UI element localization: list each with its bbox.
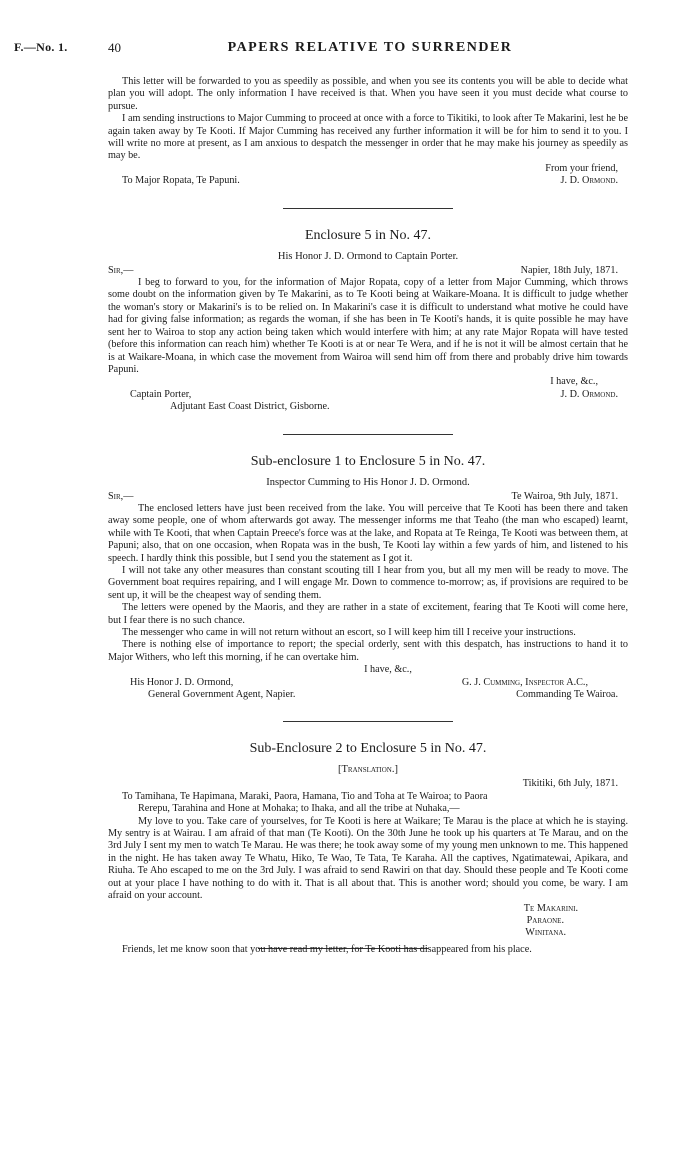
- place-date: Napier, 18th July, 1871.: [520, 264, 618, 276]
- addressee-line: Adjutant East Coast District, Gisborne.: [170, 401, 330, 413]
- page-content: [108, 76, 628, 967]
- paragraph: The enclosed letters have just been received from the lake. You will perceive that Te Kooti has been there and taken away some people, one of whom afterwards got away. The messenger informs me that Teaho (the man who escaped) learnt, while with Te Kooti, that when Captain Preece's force was at the lake, and Ropata at Te Reinga, Te Kooti was between them, at Papuni; also, that on one occasion, when Ropata was in the bush, Te Kooti lay within a few yards of him, and listened to his speech. I hardly think this possible, but I send you the statement as I got it.: [108, 502, 628, 564]
- signature: J. D. Ormond.: [560, 388, 618, 400]
- salutation-row: [108, 265, 628, 277]
- paragraph: I beg to forward to you, for the information of Major Ropata, copy of a letter from Major Cumming, which throws some doubt on the information given by Te Makarini, as to Te Kooti being at Waikare-Moana. It is difficult to judge whether the woman's story or Makarini's is to be relied on. In Makarini's case it is difficult to understand what motive he could have had for giving false information; as regards the woman, if she has been in Te Kooti's hands, it is quite possible he may have sent her to Wairoa to stop any action being taken which would interfere with him; at any rate Major Ropata will have tested (before this information can reach him) whether Te Kooti is at or near Te Wera, and if he is not it will be almost certain that he is at Waikare-Moana, in which case the movement from Wairoa will send him off from there and probably drive him towards Papuni.: [108, 277, 628, 375]
- salutation: Sir,—: [108, 264, 134, 276]
- address-line: Rerepu, Tarahina and Hone at Mohaka; to Ihaka, and all the tribe at Nuhaka,—: [138, 803, 460, 815]
- signature-row: [108, 677, 628, 689]
- paragraph: My love to you. Take care of yourselves, for Te Kooti is here at Waikare; Te Marau is the place at which he is staying. My sentry is at Wairau. I am afraid of that man (Te Kooti). On the 30th June he took up his quarters at Te Marau, and on the 3rd July I sent my men to watch Te Marau. He was there; he took away some of my young men unknown to me. This happened in the night. He has taken away Te Whatu, Hiko, Te Wao, Te Tata, Te Karaha. All the captives, Ngatimatewai, Apikara, and Riuha. Te Aho escaped to me on the 3rd July. I was afraid to send Rawiri on that day. Should these people and Te Kooti come out at your place I have nothing to do with it. That is all about that. This is another word; should you come, be wary. I am afraid on your account.: [108, 815, 628, 902]
- section-subtitle: His Honor J. D. Ormond to Captain Porter.: [277, 250, 459, 262]
- paragraph: The letters were opened by the Maoris, and they are rather in a state of excitement, fearing that Te Kooti will come here, but I fear there is no such chance.: [108, 602, 628, 626]
- signature-row: [108, 689, 628, 701]
- signature: J. D. Ormond.: [560, 175, 618, 187]
- signature: G. J. Cumming, Inspector A.C.,: [461, 676, 588, 688]
- closing-line: I have, &c.,: [550, 376, 598, 388]
- address-line: To Tamihana, Te Hapimana, Maraki, Paora, Hamana, Tio and Toha at Te Wairoa; to Paora: [122, 790, 488, 802]
- section-title: Enclosure 5 in No. 47.: [305, 227, 431, 243]
- sub-enclosure-2: [108, 740, 628, 956]
- section-title: Sub-enclosure 1 to Enclosure 5 in No. 47.: [250, 453, 486, 469]
- signature-title: Commanding Te Wairoa.: [516, 689, 618, 701]
- paper-reference: F.—No. 1.: [14, 40, 68, 54]
- page-number: 40: [108, 40, 121, 55]
- signature-row: [108, 175, 628, 187]
- running-title: PAPERS RELATIVE TO SURRENDER: [227, 40, 513, 55]
- page-header: [0, 40, 700, 56]
- addressee: To Major Ropata, Te Papuni.: [122, 175, 240, 187]
- signature: Winitana.: [525, 927, 566, 939]
- section-title: Sub-Enclosure 2 to Enclosure 5 in No. 47.: [249, 741, 487, 757]
- signature-block: [108, 903, 628, 940]
- salutation-row: [108, 491, 628, 503]
- signature: Te Makarini.: [523, 902, 578, 914]
- addressee-line: General Government Agent, Napier.: [148, 689, 296, 701]
- closing-line: From your friend,: [545, 162, 618, 174]
- postscript: Friends, let me know soon that you have read my letter, for Te Kooti has disappeared from his place.: [122, 943, 532, 955]
- section-divider: [283, 208, 453, 209]
- enclosure-5: [108, 227, 628, 414]
- paragraph: I will not take any other measures than constant scouting till I hear from you, but all my men will be ready to move. The Government boat requires repairing, and I will engage Mr. Down to commence to-morrow; as, if provisions are required to be sent up, it will be the cheapest way of sending them.: [108, 564, 628, 601]
- place-date: Te Wairoa, 9th July, 1871.: [511, 490, 618, 502]
- addressee: His Honor J. D. Ormond,: [130, 676, 234, 688]
- sub-enclosure-1: [108, 453, 628, 702]
- section-subtitle: Inspector Cumming to His Honor J. D. Ormond.: [266, 476, 470, 488]
- paragraph: I am sending instructions to Major Cumming to proceed at once with a force to Tikitiki, to look after Te Makarini, lest he be again taken away by Te Kooti. If Major Cumming has received any further information it will be for him to send it to you. I will write no more at present, as I am anxious to despatch the messenger in order that he may make his journey as speedily as may be.: [108, 113, 628, 162]
- salutation: Sir,—: [108, 490, 134, 502]
- signature-row: [108, 389, 628, 401]
- paragraph: This letter will be forwarded to you as speedily as possible, and when you see its contents you will be able to decide what plan you will adopt. The only information I have received is that. When you have seen it you must decide what course to pursue.: [108, 76, 628, 112]
- signature: Paraone.: [526, 914, 564, 926]
- letter-continuation: [108, 76, 628, 188]
- place-date: Tikitiki, 6th July, 1871.: [522, 778, 618, 790]
- section-subtitle: [Translation.]: [338, 764, 398, 776]
- paragraph: There is nothing else of importance to report; the special orderly, sent with this despatch, has instructions to hand it to Major Withers, who left this morning, if he can overtake him.: [108, 639, 628, 663]
- closing-line: I have, &c.,: [364, 664, 412, 676]
- paragraph: The messenger who came in will not return without an escort, so I will keep him till I receive your instructions.: [122, 627, 576, 638]
- section-divider: [283, 721, 453, 722]
- addressee: Captain Porter,: [130, 388, 192, 400]
- section-divider: [283, 434, 453, 435]
